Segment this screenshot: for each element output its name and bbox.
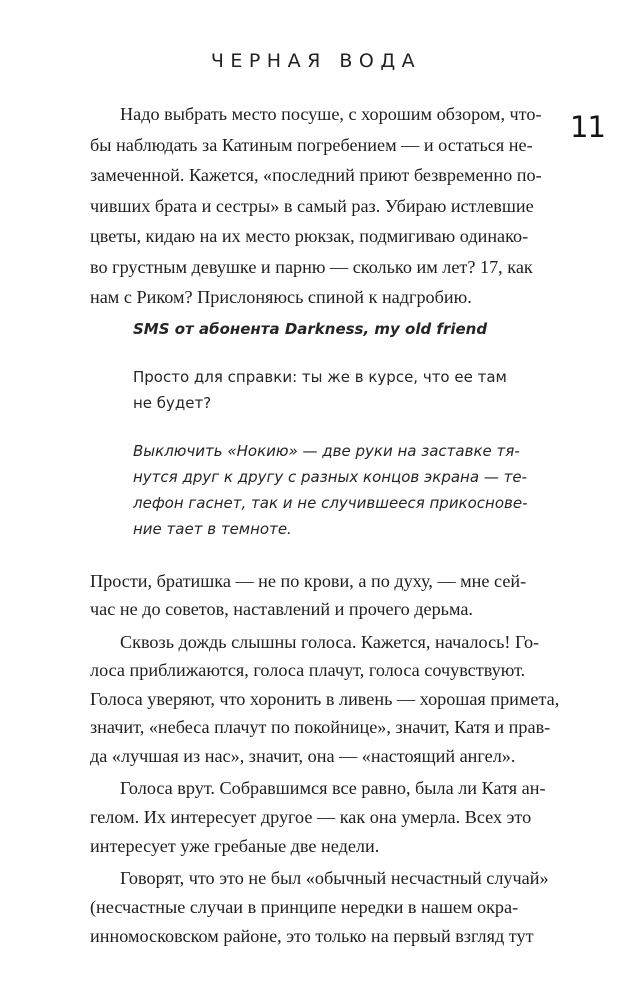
page-number: 11 (570, 110, 605, 144)
text-line: цветы, кидаю на их место рюкзак, подмигиваю одинако- (90, 226, 529, 246)
sms-message-line: Просто для справки: ты же в курсе, что ее там (133, 368, 507, 386)
text-line: Надо выбрать место посуше, с хорошим обзором, что- (120, 104, 542, 124)
text-line: во грустным девушке и парню — сколько им лет? 17, как (90, 256, 533, 277)
text-line: значит, «небеса плачут по покойнице», значит, Катя и прав- (90, 717, 551, 737)
text-line: бы наблюдать за Катиным погребением — и остаться не- (90, 134, 533, 155)
sms-note-line: ние тает в темноте. (133, 520, 292, 538)
sms-message-line: не будет? (133, 394, 212, 412)
text-line: инномосковском районе, это только на первый взгляд тут (90, 926, 534, 946)
text-line: замеченной. Кажется, «последний приют безвременно по- (90, 165, 542, 185)
text-line: да «лучшая из нас», значит, она — «настоящий ангел». (90, 746, 516, 766)
text-line: час не до советов, наставлений и прочего дерьма. (90, 599, 473, 619)
text-line: гелом. Их интересует другое — как она умерла. Всех это (90, 807, 532, 827)
text-line: лоса приближаются, голоса плачут, голоса сочувствуют. (90, 660, 526, 680)
sms-note-line: нутся друг к другу с разных концов экрана — те- (133, 468, 527, 486)
text-line: Голоса уверяют, что хоронить в ливень — хорошая примета, (90, 689, 560, 709)
text-line: чивших брата и сестры» в самый раз. Убираю истлевшие (90, 195, 534, 216)
text-line: интересует уже гребаные две недели. (90, 836, 380, 856)
text-line: (несчастные случаи в принципе нередки в нашем окра- (90, 897, 519, 917)
text-line: Сквозь дождь слышны голоса. Кажется, началось! Го- (120, 632, 540, 652)
sms-note-line: Выключить «Нокию» — две руки на заставке тя- (133, 442, 520, 460)
sms-note-line: лефон гаснет, так и не случившееся прикоснове- (133, 494, 528, 512)
running-title: ЧЕРНАЯ ВОДА (210, 50, 422, 72)
text-line: Голоса врут. Собравшимся все равно, была ли Катя ан- (120, 778, 546, 798)
text-line: нам с Риком? Прислоняюсь спиной к надгробию. (90, 287, 472, 307)
text-line: Прости, братишка — не по крови, а по духу, — мне сей- (90, 571, 527, 591)
text-line: Говорят, что это не был «обычный несчастный случай» (120, 868, 549, 888)
sms-header: SMS от абонента Darkness, my old friend (133, 320, 488, 338)
